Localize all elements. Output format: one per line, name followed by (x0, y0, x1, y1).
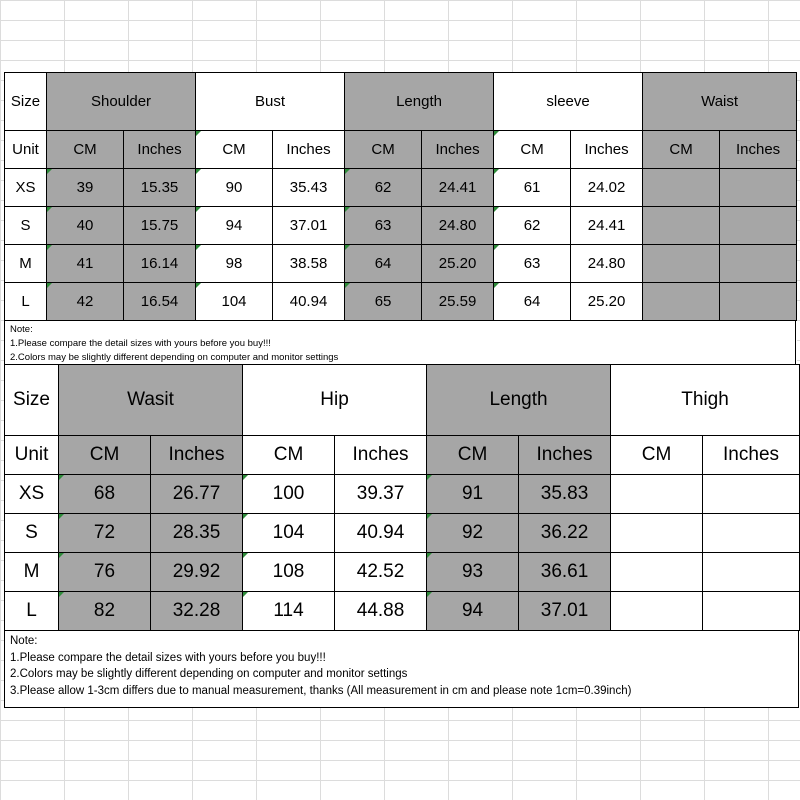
value-cell: 94 (427, 592, 519, 631)
value-cell (720, 283, 797, 321)
value-cell: 25.20 (422, 245, 494, 283)
value-cell: 38.58 (273, 245, 345, 283)
value-cell (703, 553, 800, 592)
value-cell: 108 (243, 553, 335, 592)
value-cell: 61 (494, 169, 571, 207)
value-cell (720, 169, 797, 207)
value-cell: 39.37 (335, 475, 427, 514)
size-cell: L (5, 283, 47, 321)
value-cell: 40.94 (273, 283, 345, 321)
value-cell: 42 (47, 283, 124, 321)
value-cell: 64 (345, 245, 422, 283)
size-cell: M (5, 553, 59, 592)
note-line: 2.Colors may be slightly different depending on computer and monitor settings (10, 668, 408, 680)
value-cell: 98 (196, 245, 273, 283)
note-heading: Note: (10, 324, 33, 335)
unit-cell: CM (196, 131, 273, 169)
value-cell: 90 (196, 169, 273, 207)
size-cell: XS (5, 169, 47, 207)
table-row (5, 283, 797, 321)
unit-cell: CM (345, 131, 422, 169)
value-cell (720, 245, 797, 283)
size-table-top (4, 72, 797, 321)
unit-cell: Inches (273, 131, 345, 169)
size-table-bottom (4, 364, 800, 631)
value-cell: 63 (494, 245, 571, 283)
value-cell: 41 (47, 245, 124, 283)
value-cell: 39 (47, 169, 124, 207)
value-cell: 25.20 (571, 283, 643, 321)
unit-cell: Inches (124, 131, 196, 169)
unit-cell: CM (59, 436, 151, 475)
value-cell: 68 (59, 475, 151, 514)
value-cell (643, 245, 720, 283)
value-cell: 24.41 (422, 169, 494, 207)
value-cell: 42.52 (335, 553, 427, 592)
value-cell: 37.01 (273, 207, 345, 245)
note-line: 3.Please allow 1-3cm differs due to manual measurement, thanks (All measurement in cm and please note 1cm=0.39inch) (10, 684, 632, 697)
column-group-header: Wasit (59, 365, 243, 436)
table-row (5, 475, 800, 514)
unit-cell: Inches (720, 131, 797, 169)
value-cell: 36.61 (519, 553, 611, 592)
unit-cell: Inches (571, 131, 643, 169)
unit-cell: CM (643, 131, 720, 169)
value-cell: 40.94 (335, 514, 427, 553)
size-header: Size (5, 365, 59, 436)
unit-cell: CM (243, 436, 335, 475)
note-line: 1.Please compare the detail sizes with yours before you buy!!! (10, 338, 271, 349)
value-cell: 26.77 (151, 475, 243, 514)
value-cell (703, 592, 800, 631)
unit-cell: Inches (422, 131, 494, 169)
value-cell: 24.41 (571, 207, 643, 245)
value-cell: 63 (345, 207, 422, 245)
note-line: 2.Colors may be slightly different depending on computer and monitor settings (10, 352, 339, 363)
value-cell: 29.92 (151, 553, 243, 592)
size-cell: M (5, 245, 47, 283)
value-cell: 24.80 (422, 207, 494, 245)
value-cell: 65 (345, 283, 422, 321)
unit-cell: CM (427, 436, 519, 475)
value-cell: 28.35 (151, 514, 243, 553)
value-cell: 100 (243, 475, 335, 514)
value-cell (643, 283, 720, 321)
unit-cell: CM (611, 436, 703, 475)
value-cell: 104 (196, 283, 273, 321)
unit-row (5, 436, 800, 475)
value-cell: 15.75 (124, 207, 196, 245)
value-cell: 76 (59, 553, 151, 592)
value-cell: 25.59 (422, 283, 494, 321)
unit-header: Unit (5, 436, 59, 475)
unit-cell: Inches (335, 436, 427, 475)
value-cell: 24.80 (571, 245, 643, 283)
note-heading: Note: (10, 635, 38, 647)
size-cell: S (5, 207, 47, 245)
unit-cell: Inches (519, 436, 611, 475)
value-cell (611, 475, 703, 514)
column-group-header: Shoulder (47, 73, 196, 131)
value-cell: 44.88 (335, 592, 427, 631)
unit-row (5, 131, 797, 169)
value-cell: 24.02 (571, 169, 643, 207)
table-row (5, 514, 800, 553)
table-row (5, 169, 797, 207)
column-group-header: sleeve (494, 73, 643, 131)
value-cell: 15.35 (124, 169, 196, 207)
value-cell (703, 514, 800, 553)
unit-cell: Inches (151, 436, 243, 475)
table-header-row (5, 365, 800, 436)
value-cell: 62 (494, 207, 571, 245)
value-cell: 72 (59, 514, 151, 553)
value-cell: 40 (47, 207, 124, 245)
column-group-header: Hip (243, 365, 427, 436)
value-cell (611, 514, 703, 553)
value-cell: 16.54 (124, 283, 196, 321)
value-cell (720, 207, 797, 245)
size-cell: L (5, 592, 59, 631)
table-row (5, 553, 800, 592)
value-cell: 82 (59, 592, 151, 631)
value-cell: 35.43 (273, 169, 345, 207)
table-row (5, 592, 800, 631)
size-header: Size (5, 73, 47, 131)
notes-box (4, 631, 799, 708)
unit-cell: CM (494, 131, 571, 169)
unit-cell: CM (47, 131, 124, 169)
value-cell: 32.28 (151, 592, 243, 631)
value-cell (643, 207, 720, 245)
size-cell: XS (5, 475, 59, 514)
value-cell: 37.01 (519, 592, 611, 631)
column-group-header: Bust (196, 73, 345, 131)
table-header-row (5, 73, 797, 131)
value-cell: 64 (494, 283, 571, 321)
value-cell: 35.83 (519, 475, 611, 514)
value-cell: 104 (243, 514, 335, 553)
value-cell: 93 (427, 553, 519, 592)
column-group-header: Length (345, 73, 494, 131)
size-chart-bottom (4, 364, 800, 708)
unit-cell: Inches (703, 436, 800, 475)
value-cell: 94 (196, 207, 273, 245)
value-cell (611, 553, 703, 592)
value-cell (703, 475, 800, 514)
table-row (5, 207, 797, 245)
size-chart-top (4, 72, 797, 381)
size-cell: S (5, 514, 59, 553)
value-cell (643, 169, 720, 207)
column-group-header: Thigh (611, 365, 800, 436)
value-cell (611, 592, 703, 631)
value-cell: 16.14 (124, 245, 196, 283)
note-line: 1.Please compare the detail sizes with yours before you buy!!! (10, 651, 326, 664)
unit-header: Unit (5, 131, 47, 169)
value-cell: 36.22 (519, 514, 611, 553)
value-cell: 62 (345, 169, 422, 207)
table-row (5, 245, 797, 283)
value-cell: 92 (427, 514, 519, 553)
column-group-header: Waist (643, 73, 797, 131)
column-group-header: Length (427, 365, 611, 436)
value-cell: 91 (427, 475, 519, 514)
value-cell: 114 (243, 592, 335, 631)
